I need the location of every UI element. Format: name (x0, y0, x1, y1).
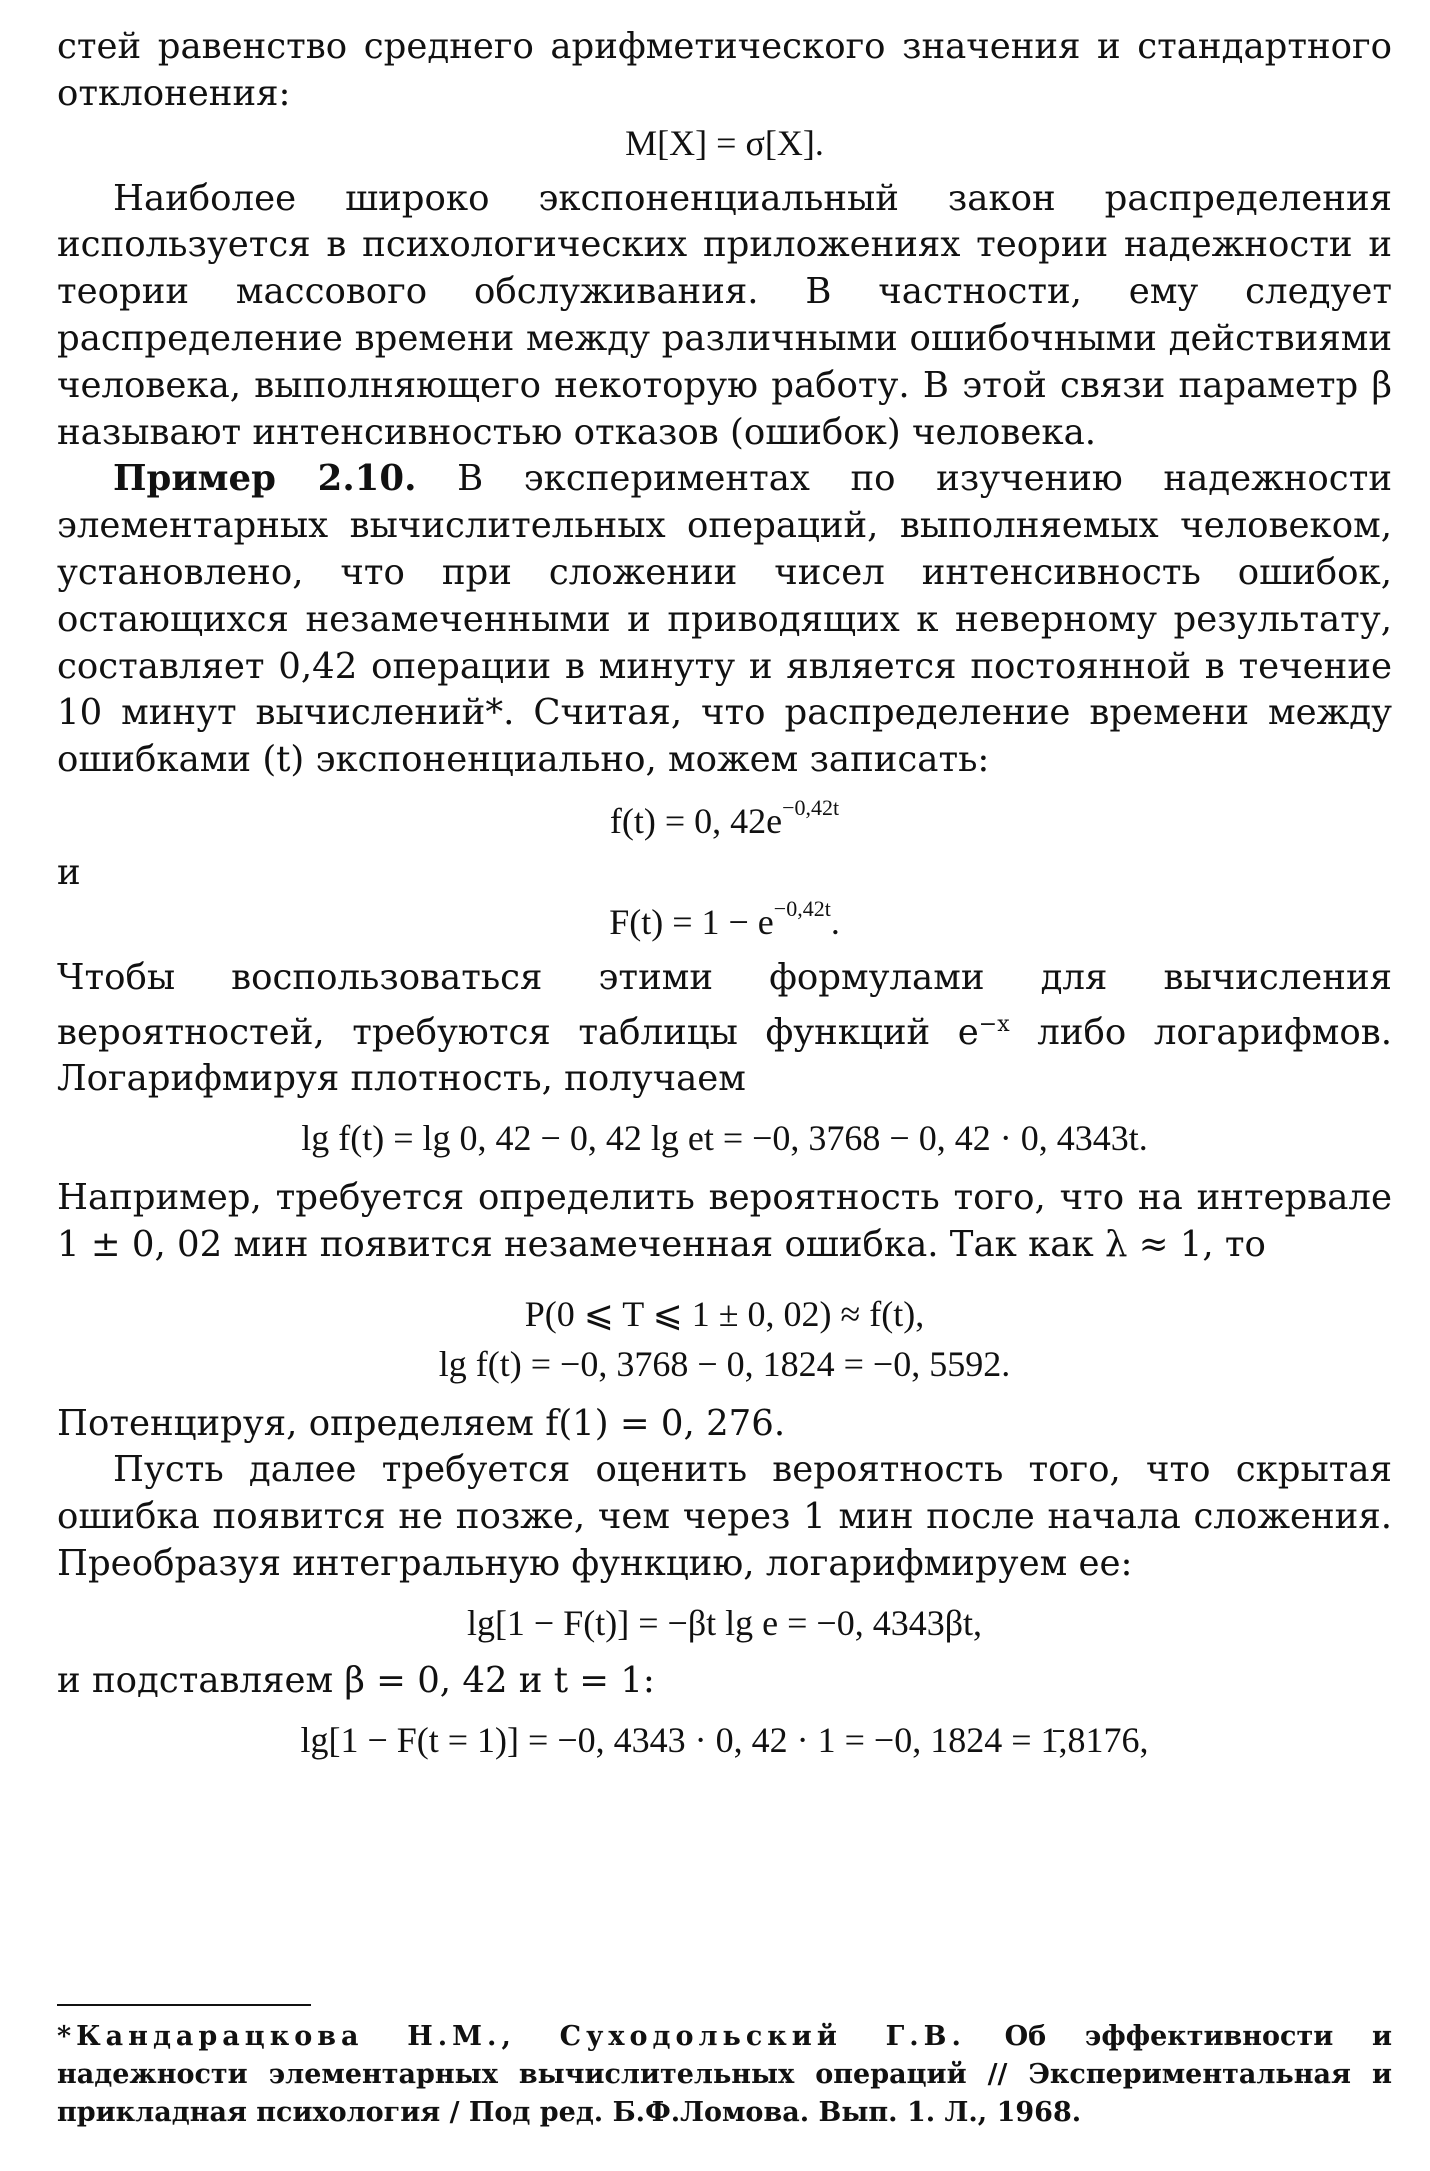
paragraph-substitute: и подставляем β = 0, 42 и t = 1: (57, 1659, 655, 1701)
paragraph-interval: Например, требуется определить вероятность того, что на интервале 1 ± 0, 02 мин появится незамеченная ошибка. Так как λ ≈ 1, то (57, 1176, 1392, 1265)
paragraph-potentiation: Потенцируя, определяем f(1) = 0, 276. (57, 1402, 786, 1444)
paragraph-hidden-error: Пусть далее требуется оценить вероятность того, что скрытая ошибка появится не позже, чем через 1 мин после начала сложения. Преобразуя интегральную функцию, логарифмируем ее: (57, 1449, 1392, 1584)
equation-distribution-exponent: −0,42t (773, 895, 831, 921)
equation-density-main: f(t) = 0, 42e (609, 800, 783, 841)
equation-log-integral: lg[1 − F(t)] = −βt lg e = −0, 4343βt, (466, 1602, 983, 1643)
paragraph-example (57, 456, 1392, 784)
equation-distribution-main: F(t) = 1 − e (609, 901, 774, 942)
equation-result: lg[1 − F(t = 1)] = −0, 4343 · 0, 42 · 1 = −0, 1824 = 1̄,8176, (300, 1719, 1149, 1760)
equation-mean-sigma: M[X] = σ[X]. (625, 122, 824, 163)
paragraph-tables (57, 955, 1392, 1103)
page-body (57, 24, 1392, 1763)
example-label: Пример 2.10. (113, 458, 417, 500)
footnote (57, 2018, 1392, 2132)
equation-distribution-end: . (830, 901, 840, 942)
footnote-authors: *Кандарацкова Н.М., Суходольский Г.В. (57, 2021, 966, 2052)
footnote-reference: Об эффективности и надежности элементарных вычислительных операций // Экспериментальная и прикладная психология / Под ред. Б.Ф.Ломова. Вып. 1. Л., 1968. (57, 2021, 1393, 2128)
equation-log-density: lg f(t) = lg 0, 42 − 0, 42 lg et = −0, 3768 − 0, 42 · 0, 4343t. (301, 1117, 1148, 1158)
paragraph-tables-exponent: −x (978, 1011, 1010, 1037)
paragraph-intro: стей равенство среднего арифметического значения и стандартного отклонения: (57, 26, 1392, 114)
equation-log-value: lg f(t) = −0, 3768 − 0, 1824 = −0, 5592. (438, 1343, 1011, 1384)
equation-density (57, 794, 1392, 844)
equation-distribution (57, 895, 1392, 945)
footnote-divider (57, 2004, 311, 2006)
equation-probability: P(0 ⩽ T ⩽ 1 ± 0, 02) ≈ f(t), (524, 1293, 925, 1334)
example-text: В экспериментах по изучению надежности элементарных вычислительных операций, выполняемых человеком, установлено, что при сложении чисел интенсивность ошибок, остающихся незамеченными и приводящих к неверному результату, составляет 0,42 операции в минуту и является постоянной в течение 10 минут вычислений*. Считая, что распределение времени между ошибками (t) экспоненциально, можем записать: (57, 458, 1392, 781)
paragraph-exponential-law: Наиболее широко экспоненциальный закон распределения используется в психологических приложениях теории надежности и теории массового обслуживания. В частности, ему следует распределение времени между различными ошибочными действиями человека, выполняющего некоторую работу. В этой связи параметр β называют интенсивностью отказов (ошибок) человека. (57, 177, 1392, 453)
conjunction: и (57, 851, 81, 893)
paragraph-tables-start: Чтобы воспользоваться этими формулами для вычисления вероятностей, требуются таблицы функций e (57, 956, 1392, 1053)
equation-density-exponent: −0,42t (782, 794, 840, 820)
paragraph-tables-end: либо логарифмов. Логарифмируя плотность, получаем (57, 1011, 1392, 1100)
